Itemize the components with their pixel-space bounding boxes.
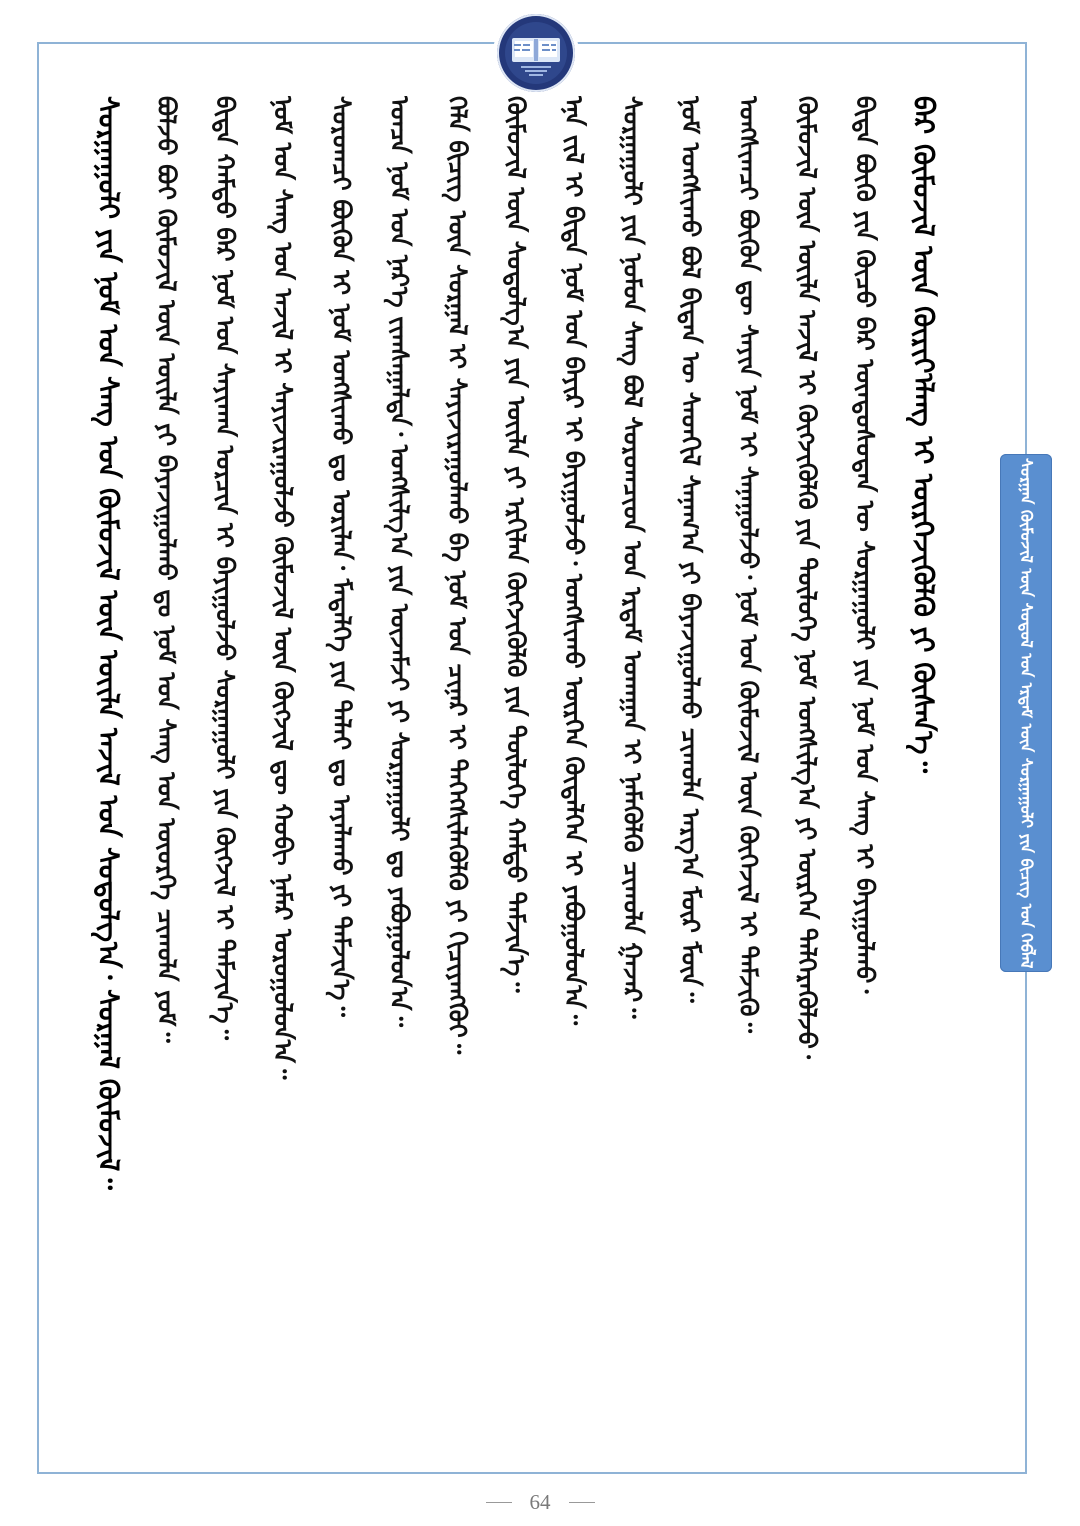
vertical-mongolian-text-body	[88, 96, 943, 1461]
text-column: ᠤᠩᠰᠢᠭᠴᠢ ᠪᠦᠬᠦᠨ ᠳᠦ ᠰᠠᠶᠢᠨ ᠨᠤᠮ ᠢ ᠰᠠᠨᠠᠭᠤᠯᠵᠤ᠂ ᠨᠤᠮ ᠤᠨ ᠬᠥᠮᠦᠵᠢᠯ ᠦᠨ ᠬᠥᠬᠡᠵᠢᠯ ᠢ ᠳᠡᠮᠵᠢᠬᠦ᠃	[734, 96, 764, 1033]
heading-column: ᠰᠤᠷᠭᠠᠭᠤᠯᠢ ᠶᠢᠨ ᠨᠤᠮ ᠤᠨ ᠰᠠᠩ ᠤᠨ ᠬᠦᠮᠦᠵᠢᠯ ᠦᠨ ᠦᠢᠯᠡ ᠠᠵᠢᠯ ᠤᠨ ᠰᠤᠳᠤᠯᠭ᠎ᠠ᠂ ᠰᠤᠷᠭᠠᠯ ᠬᠦᠮᠦᠵᠢᠯ᠃	[92, 96, 125, 1190]
page-number: 64	[529, 1489, 551, 1514]
text-column: ᠬᠦᠮᠦᠵᠢᠯ ᠦᠨ ᠦᠢᠯᠡ ᠠᠵᠢᠯ ᠢ ᠬᠦᠭᠵᠢᠭᠦᠯᠬᠦ ᠶᠢᠨ ᠲᠥᠯᠥᠭᠡ ᠨᠤᠮ ᠤᠩᠰᠢᠯᠭ᠎ᠠ ᠶᠢ ᠥᠷᠭᠡᠨ ᠳᠡᠯᠭᠡᠷᠡᠭᠦᠯᠵᠦ᠂	[792, 96, 822, 1059]
library-logo	[493, 10, 579, 96]
text-column: ᠨᠤᠮ ᠤᠨ ᠰᠠᠩ ᠤᠨ ᠠᠵᠢᠯ ᠢ ᠰᠠᠶᠢᠵᠢᠷᠠᠭᠤᠯᠵᠤ ᠬᠦᠮᠦᠵᠢᠯ ᠦᠨ ᠬᠥᠭᠵᠢᠯ ᠳᠦ ᠬᠤᠪᠢ ᠨᠡᠮᠡᠷ ᠣᠷᠤᠭᠤᠯᠤᠨ᠎ᠠ᠃	[268, 96, 298, 1080]
section-tab	[1000, 454, 1052, 972]
text-column: ᠪᠤᠯᠵᠤ ᠪᠤᠢ ᠬᠦᠮᠦᠵᠢᠯ ᠦᠨ ᠦᠢᠯᠡ ᠶᠢ ᠪᠠᠶᠠᠵᠢᠭᠤᠯᠬᠤ ᠳᠤ ᠨᠤᠮ ᠤᠨ ᠰᠠᠩ ᠤᠨ ᠦᠦᠷᠭᠡ ᠴᠢᠬᠤᠯᠠ ᠶᠤᠮ᠃	[152, 96, 182, 1043]
library-book-logo-icon	[497, 14, 575, 92]
text-column: ᠬᠡᠯᠡ ᠪᠢᠴᠢᠭ ᠦᠨ ᠰᠤᠷᠭᠠᠯ ᠢ ᠰᠠᠶᠢᠵᠢᠷᠠᠭᠤᠯᠬᠤ ᠪᠠ ᠨᠤᠮ ᠤᠨ ᠴᠢᠨᠠᠷ ᠢ ᠳᠡᠭᠡᠭᠰᠢᠯᠡᠭᠦᠯᠬᠦ ᠶᠢ ᠬᠢᠴᠢᠶᠡᠩᠭᠦᠢ᠃	[443, 96, 473, 1055]
page-number-footer	[0, 1490, 1080, 1514]
title-column: ᠪᠡᠷ ᠬᠦᠮᠦᠵᠢᠯ ᠦᠨ ᠬᠦᠷᠢᠶ᠎ᠡᠯᠡᠩ ᠢ ᠥᠷᠭᠡᠵᠢᠭᠦᠯᠬᠦ ᠶᠢ ᠬᠦᠰᠡᠨ᠎ᠡ᠃	[906, 96, 940, 773]
library-logo-graphic	[497, 14, 575, 92]
right-dash-divider	[569, 1502, 595, 1503]
text-column: ᠨᠤᠮ ᠤᠩᠰᠢᠬᠤ ᠪᠣᠯ ᠪᠢᠳᠡᠨ ᠦ ᠰᠡᠳᠬᠢᠯ ᠰᠠᠨᠠᠭ᠎ᠠ ᠶᠢ ᠪᠠᠶᠠᠵᠢᠭᠤᠯᠬᠤ ᠴᠢᠬᠤᠯᠠ ᠠᠷᠭ᠎ᠠ ᠮᠥᠷ ᠮᠥᠨ᠃	[676, 96, 706, 1003]
text-column: ᠪᠢᠳᠡ ᠪᠦᠬᠦ ᠶᠢᠨ ᠬᠦᠴᠦ ᠪᠡᠷ ᠦᠨᠳᠦᠰᠦᠲᠡᠨ ᠦ ᠰᠤᠷᠭᠠᠭᠤᠯᠢ ᠶᠢᠨ ᠨᠤᠮ ᠤᠨ ᠰᠠᠩ ᠢ ᠪᠠᠶᠢᠭᠤᠯᠬᠤ᠂	[850, 96, 880, 994]
text-column: ᠣᠨᠴᠠ ᠨᠤᠮ ᠤᠨ ᠨᠡᠷ᠎ᠡ ᠵᠢᠭᠰᠠᠭᠠᠯᠲᠠ᠂ ᠤᠩᠰᠢᠯᠭ᠎ᠠ ᠶᠢᠨ ᠦᠵᠡᠮᠵᠢ ᠶᠢ ᠰᠤᠷᠭᠠᠭᠤᠯᠢ ᠳᠤ ᠶᠠᠪᠤᠭᠤᠯᠤᠨ᠎ᠠ᠃	[385, 96, 415, 1027]
left-dash-divider	[486, 1502, 512, 1503]
section-tab-label: ᠰᠤᠷᠭᠠᠨ ᠬᠦᠮᠦᠵᠢᠯ ᠦᠨ ᠰᠤᠳᠤᠯ ᠤᠨ ᠡᠷᠲᠡᠮ ᠦᠨ ᠰᠤᠷᠭᠠᠭᠤᠯᠢ ᠶᠢᠨ ᠪᠢᠴᠢᠭ ᠤᠨ ᠬᠡᠪᠯᠡᠯ	[1017, 457, 1036, 969]
text-column: ᠰᠤᠷᠤᠭᠴᠢ ᠪᠦᠬᠦᠨ ᠢ ᠨᠤᠮ ᠤᠩᠰᠢᠬᠤ ᠳᠤ ᠤᠷᠢᠯᠠᠨ᠂ ᠮᠡᠳᠡᠯᠭᠡ ᠶᠢᠨ ᠳᠠᠯᠠᠢ ᠳᠤ ᠠᠶᠠᠯᠠᠬᠤ ᠶᠢ ᠳᠡᠮᠵᠢᠨ᠎ᠡ᠃	[326, 96, 356, 1017]
text-column: ᠡᠨᠡ ᠵᠢᠯ ᠢ ᠪᠢᠳᠡ ᠨᠣᠮ ᠤᠨ ᠪᠠᠶᠢᠷ ᠢ ᠪᠠᠶᠢᠭᠤᠯᠵᠤ᠂ ᠤᠩᠰᠢᠬᠤ ᠥᠷᠭᠡᠨ ᠬᠥᠳᠡᠯᠭᠡᠨ ᠢ ᠶᠠᠪᠤᠭᠤᠯᠤᠨ᠎ᠠ᠃	[559, 96, 589, 1026]
text-column: ᠰᠤᠷᠭᠠᠭᠤᠯᠢ ᠶᠢᠨ ᠨᠣᠮᠤᠨ ᠰᠠᠩ ᠪᠣᠯ ᠰᠤᠷᠤᠭᠴᠢᠳ ᠤᠨ ᠡᠷᠳᠡᠮ ᠤᠬᠠᠭᠠᠨ ᠢ ᠨᠡᠮᠡᠭᠦᠯᠬᠦ ᠴᠢᠬᠤᠯᠠ ᠭᠠᠵᠠᠷ᠃	[617, 96, 647, 1019]
text-column: ᠬᠦᠮᠦᠵᠢᠯ ᠦᠨ ᠰᠤᠳᠤᠯᠭ᠎ᠠ ᠶᠢᠨ ᠦᠢᠯᠡ ᠶᠢ ᠡᠷᠬᠢᠯᠡᠨ ᠬᠥᠭᠵᠢᠭᠦᠯᠬᠦ ᠶᠢᠨ ᠲᠥᠯᠥᠭᠡ ᠬᠠᠮᠲᠤ ᠳᠡᠮᠵᠢᠨ᠎ᠡ᠃	[501, 96, 531, 993]
text-column: ᠪᠢᠳᠡ ᠬᠠᠮᠲᠤ ᠪᠡᠷ ᠨᠤᠮ ᠤᠨ ᠰᠠᠶᠢᠬᠠᠨ ᠤᠷᠴᠢᠨ ᠢ ᠪᠠᠶᠢᠭᠤᠯᠵᠤ ᠰᠤᠷᠭᠠᠭᠤᠯᠢ ᠶᠢᠨ ᠬᠥᠭᠵᠢᠯ ᠢ ᠳᠡᠮᠵᠢᠨ᠎ᠡ᠃	[210, 96, 240, 1040]
